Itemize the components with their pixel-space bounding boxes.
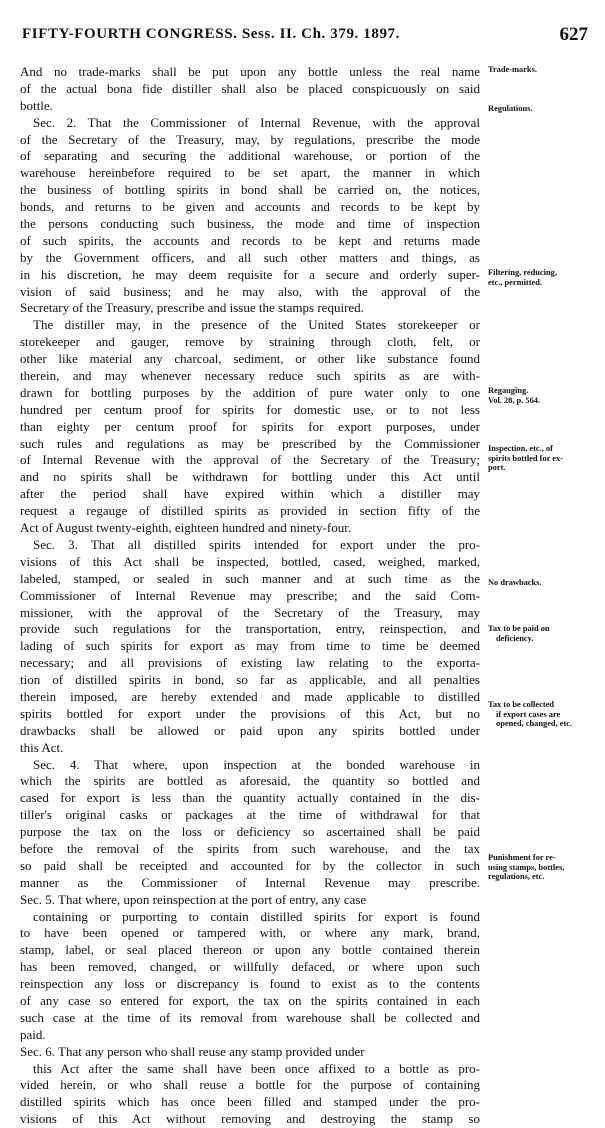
text-line: Act of August twenty-eighth, eighteen hundred and ninety-four. [20, 520, 352, 536]
text-line: of Internal Revenue with the approval of the Secretary of the Treasury; [20, 452, 480, 468]
text-line: bonds, and returns to be given and accounts and records to be kept by [20, 199, 480, 215]
margin-note-regulations [488, 104, 600, 114]
text-line: reinspection any loss or discrepancy is found to exist as to the contents [20, 976, 480, 992]
text-line: this Act after the same shall have been once affixed to a bottle as pro- [33, 1060, 480, 1076]
text-line: visions of this Act shall be inspected, bottled, cased, weighed, marked, [20, 553, 480, 569]
text-line: bottle. [20, 97, 53, 113]
margin-note-line: Tax to be paid on [488, 624, 550, 633]
text-line: provide such regulations for the transportation, entry, reinspection, and [20, 621, 480, 637]
text-line: vision of said business; and he may also, with the approval of the [20, 283, 480, 299]
text-line: spirits bottled for export under the provisions of this Act, but no [20, 705, 480, 721]
text-line: purpose the tax on the loss or deficiency so ascertained shall be paid [20, 824, 480, 840]
text-line: stamp, label, or seal placed thereon or upon any bottle contained therein [20, 942, 480, 958]
text-line: such rules and regulations as may be prescribed by the Commissioner [20, 435, 480, 451]
text-line: cased for export is less than the quantity actually contained in the dis- [20, 790, 480, 806]
text-line: tiller's original casks or packages at the time of withdrawal for that [20, 807, 480, 823]
text-line: And no trade-marks shall be put upon any bottle unless the real name [20, 64, 480, 79]
text-line: Sec. 2. That the Commissioner of Internal Revenue, with the approval [33, 114, 480, 130]
margin-note-line: Regulations. [488, 104, 533, 113]
text-line: the persons conducting such business, the mode and time of inspection [20, 216, 480, 232]
margin-note-line: using stamps, bottles, [488, 862, 565, 872]
text-line: this Act. [20, 739, 64, 755]
text-line: other like material any charcoal, sediment, or other like substance found [20, 351, 480, 367]
margin-note-line: Vol. 28, p. 564. [488, 395, 541, 405]
text-line: containing or purporting to contain distilled spirits for export is found [33, 908, 480, 924]
text-line: of separating and securing the additional warehouse, or portion of the [20, 148, 480, 164]
margin-note-trade-marks [488, 65, 600, 75]
text-line: the business of bottling spirits in bond shall be carried on, the notices, [20, 182, 480, 198]
text-line: has been removed, changed, or willfully defaced, or where upon such [20, 959, 480, 975]
margin-note-filtering-reducing [488, 268, 600, 287]
text-line: in his discretion, he may deem requisite for a secure and orderly super- [20, 266, 480, 282]
statute-text [20, 64, 480, 1128]
margin-note-line: Tax to be collected [488, 700, 554, 709]
margin-note-line: Regauging. [488, 386, 529, 395]
text-line: to have been opened or tampered with, or where any mark, brand, [20, 925, 480, 941]
text-line: Secretary of the Treasury, prescribe and issue the stamps required. [20, 300, 364, 316]
text-line: necessary; and all provisions of existing law relating to the exporta- [20, 655, 480, 671]
margin-note-line: spirits bottled for ex- [488, 453, 563, 463]
text-line: drawbacks shall be allowed or paid upon any spirits bottled under [20, 722, 480, 738]
text-line: Sec. 5. That where, upon reinspection at the port of entry, any case [20, 891, 367, 907]
text-line: Commissioner of Internal Revenue may prescribe; and the said Com- [20, 587, 480, 603]
text-line: paid. [20, 1026, 46, 1042]
text-line: The distiller may, in the presence of the United States storekeeper or [33, 317, 480, 333]
text-line: before the removal of the spirits from such warehouse, and the tax [20, 840, 480, 856]
running-title: FIFTY-FOURTH CONGRESS. Sess. II. Ch. 379. 1897. [22, 26, 401, 42]
text-line: missioner, with the approval of the Secretary of the Treasury, may [20, 604, 480, 620]
margin-note-line: deficiency. [496, 633, 534, 643]
margin-note-line: Filtering, reducing, [488, 268, 557, 277]
text-line: storekeeper and gauger, remove by straining through cloth, felt, or [20, 334, 480, 350]
text-line: which the spirits are bottled as aforesaid, the quantity so bottled and [20, 773, 480, 789]
margin-note-line: etc., permitted. [488, 277, 542, 287]
margin-note-line: Inspection, etc., of [488, 444, 553, 453]
text-line: than eighty per centum proof for spirits for export purposes, under [20, 418, 480, 434]
text-line: warehouse hereinbefore required to be set apart, the manner in which [20, 165, 480, 181]
page-header [22, 24, 588, 46]
text-line: of any case so entered for export, the tax on the spirits contained in each [20, 992, 480, 1008]
text-line: hundred per centum proof for spirits for domestic use, or to not less [20, 401, 480, 417]
margin-note-line: port. [488, 463, 506, 473]
margin-note-punishment [488, 853, 600, 882]
margin-note-line: Trade-marks. [488, 65, 537, 74]
text-line: distilled spirits which has once been filled and stamped under the pro- [20, 1094, 480, 1110]
text-line: after the period shall have expired within which a distiller may [20, 486, 480, 502]
text-line: of such spirits, the accounts and records to be kept and returns made [20, 232, 480, 248]
text-line: such case at the time of its removal from warehouse shall be collected and [20, 1009, 480, 1025]
margin-note-inspection [488, 444, 600, 473]
text-line: therein imposed, are hereby extended and made applicable to distilled [20, 688, 480, 704]
text-line: therein, and may whenever necessary reduce such spirits as are with- [20, 368, 480, 384]
text-line: so paid shall be receipted and accounted for by the collector in such [20, 857, 480, 873]
text-line: of the actual bona fide distiller shall also be placed conspicuously on said [20, 80, 480, 96]
text-line: Sec. 4. That where, upon inspection at the bonded warehouse in [33, 756, 480, 772]
text-line: vided herein, or who shall reuse a bottle for the purpose of containing [20, 1077, 480, 1093]
text-line: and no spirits shall be withdrawn for bottling under this Act until [20, 469, 480, 485]
margin-note-line: opened, changed, etc. [496, 719, 573, 729]
text-line: lading of such spirits for export as may from time to time be deemed [20, 638, 480, 654]
text-line: labeled, stamped, or sealed in such manner and at such time as the [20, 570, 480, 586]
text-line: request a regauge of distilled spirits as provided in section fifty of the [20, 503, 480, 519]
text-line: by the Government officers, and all such other matters and things, as [20, 249, 480, 265]
text-line: drawn for bottling purposes by the addition of pure water only to one [20, 384, 480, 400]
margin-note-regauging [488, 386, 600, 405]
margin-note-line: if export cases are [496, 709, 561, 719]
text-line: of the Secretary of the Treasury, may, by regulations, prescribe the mode [20, 131, 480, 147]
margin-note-tax-collected-export-cases [488, 700, 600, 729]
text-line: Sec. 6. That any person who shall reuse any stamp provided under [20, 1043, 365, 1059]
margin-note-tax-on-deficiency [488, 624, 600, 643]
text-line: Sec. 3. That all distilled spirits intended for export under the pro- [33, 536, 480, 552]
text-line: manner as the Commissioner of Internal Revenue may prescribe. [20, 874, 480, 890]
margin-note-line: regulations, etc. [488, 872, 545, 882]
margin-note-line: No drawbacks. [488, 578, 542, 587]
margin-note-no-drawbacks [488, 578, 600, 588]
margin-note-line: Punishment for re- [488, 853, 556, 862]
text-line: visions of this Act without removing and destroying the stamp so [20, 1111, 480, 1127]
page-number: 627 [559, 24, 588, 45]
text-line: tion of distilled spirits in bond, so far as applicable, and all penalties [20, 672, 480, 688]
